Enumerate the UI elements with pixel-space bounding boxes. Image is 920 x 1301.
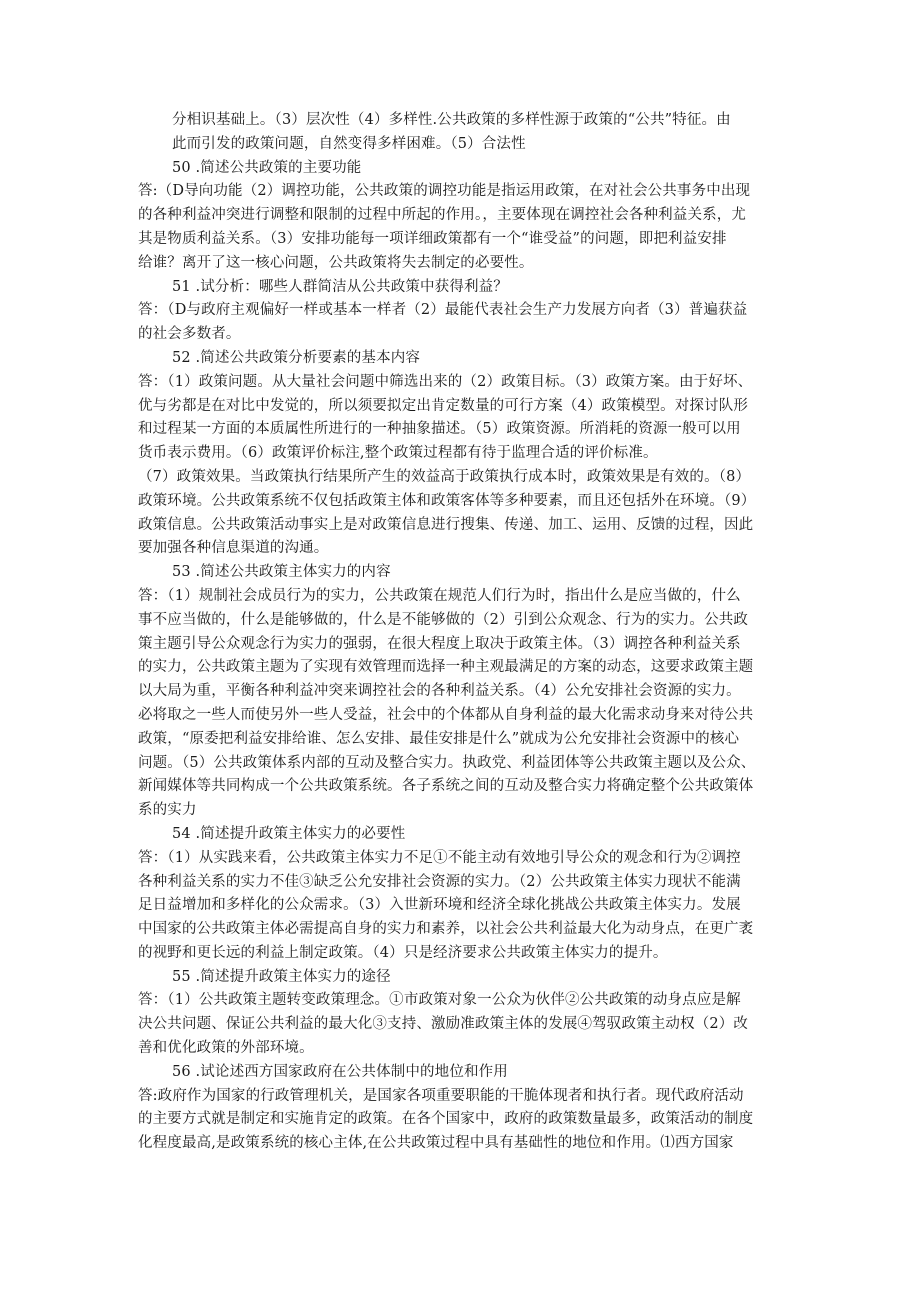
answer-line: 策主题引导公众观念行为实力的强弱，在很大程度上取决于政策主体。（3）调控各种利益关系 (138, 635, 741, 652)
answer-line: 足日益增加和多样化的公众需求。（3）入世新环境和经济全球化挑战公共政策主体实力。发展 (138, 897, 741, 914)
answer-line: （7）政策效果。当政策执行结果所产生的效益高于政策执行成本时，政策效果是有效的。（8） (138, 468, 751, 485)
answer-line: 优与劣都是在对比中发觉的，所以须要拟定出肯定数量的可行方案（4）政策模型。对探讨队形 (138, 397, 749, 414)
question-heading-53: 53 .简述公共政策主体实力的内容 (172, 564, 391, 581)
answer-line: 问题。（5）公共政策体系内部的互动及整合实力。执政党、利益团体等公共政策主题以及公众、 (138, 754, 756, 771)
text-line: 此而引发的政策问题，自然变得多样困难。（5）合法性 (172, 135, 526, 152)
answer-line: 各种利益关系的实力不佳③缺乏公允安排社会资源的实力。（2）公共政策主体实力现状不能满 (138, 873, 741, 890)
question-heading-50: 50 .简述公共政策的主要功能 (172, 159, 362, 176)
answer-line: 和过程某一方面的本质属性所进行的一种抽象描述。（5）政策资源。所消耗的资源一般可以用 (138, 421, 741, 438)
question-heading-54: 54 .简述提升政策主体实力的必要性 (172, 825, 406, 842)
answer-line: 善和优化政策的外部环境。 (138, 1040, 314, 1057)
document-page (138, 109, 788, 1156)
question-heading-52: 52 .简述公共政策分析要素的基本内容 (172, 349, 421, 366)
answer-line: 答：（1）公共政策主题转变政策理念。①市政策对象一公众为伙伴②公共政策的动身点应是解 (138, 992, 741, 1009)
answer-line: 化程度最高,是政策系统的核心主体,在公共政策过程中具有基础性的地位和作用。⑴西方国家 (138, 1135, 734, 1152)
answer-line: 答:政府作为国家的行政管理机关，是国家各项重要职能的干脆体现者和执行者。现代政府活动 (138, 1087, 744, 1104)
answer-line: 的各种利益冲突进行调整和限制的过程中所起的作用。，主要体现在调控社会各种利益关系，尤 (138, 207, 747, 224)
answer-line: 答：（1）从实践来看，公共政策主体实力不足①不能主动有效地引导公众的观念和行为②调控 (138, 849, 741, 866)
answer-line: 答：（D与政府主观偏好一样或基本一样者（2）最能代表社会生产力发展方向者（3）普遍获益 (138, 302, 748, 319)
answer-line: 要加强各种信息渠道的沟通。 (138, 540, 329, 557)
answer-line: 中国家的公共政策主体必需提高自身的实力和素养，以社会公共利益最大化为动身点，在更广袤 (138, 921, 754, 938)
answer-line: 其是物质利益关系。（3）安排功能每一项详细政策都有一个“谁受益”的问题，即把利益安排 (138, 230, 727, 247)
question-heading-56: 56 .试论述西方国家政府在公共体制中的地位和作用 (172, 1063, 508, 1080)
answer-line: 决公共问题、保证公共利益的最大化③支持、激励准政策主体的发展④驾驭政策主动权（2）改 (138, 1016, 749, 1033)
answer-line: 系的实力 (138, 802, 197, 819)
answer-line: 给谁？离开了这一核心问题，公共政策将失去制定的必要性。 (138, 254, 534, 271)
answer-line: 新闻媒体等共同构成一个公共政策系统。各子系统之间的互动及整合实力将确定整个公共政策体 (138, 778, 754, 795)
answer-line: 的主要方式就是制定和实施肯定的政策。在各个国家中，政府的政策数量最多，政策活动的制度 (138, 1111, 754, 1128)
answer-line: 的社会多数者。 (138, 326, 241, 343)
answer-line: 答：（1）政策问题。从大量社会问题中筛选出来的（2）政策目标。（3）政策方案。由于好坏、 (138, 373, 753, 390)
question-heading-51: 51 .试分析：哪些人群简洁从公共政策中获得利益？ (172, 278, 508, 295)
answer-line: 事不应当做的，什么是能够做的，什么是不能够做的（2）引到公众观念、行为的实力。公共政 (138, 611, 749, 628)
answer-line: 政策信息。公共政策活动事实上是对政策信息进行搜集、传递、加工、运用、反馈的过程，因此 (138, 516, 754, 533)
answer-line: 的实力，公共政策主题为了实现有效管理而选择一种主观最满足的方案的动态，这要求政策主题 (138, 659, 754, 676)
answer-line: 以大局为重，平衡各种利益冲突来调控社会的各种利益关系。（4）公允安排社会资源的实力。 (138, 683, 741, 700)
question-heading-55: 55 .简述提升政策主体实力的途径 (172, 968, 391, 985)
answer-line: 政策环境。公共政策系统不仅包括政策主体和政策客体等多种要素，而且还包括外在环境。（9） (138, 492, 756, 509)
answer-line: 政策，“原委把利益安排给谁、怎么安排、最佳安排是什么”就成为公允安排社会资源中的核心 (138, 730, 740, 747)
answer-line: 货币表示费用。（6）政策评价标注,整个政策过程都有待于监理合适的评价标准。 (138, 445, 658, 462)
answer-line: 答：（1）规制社会成员行为的实力，公共政策在规范人们行为时，指出什么是应当做的，什么 (138, 587, 741, 604)
answer-line: 必将取之一些人而使另外一些人受益，社会中的个体都从自身利益的最大化需求动身来对待公共 (138, 706, 754, 723)
answer-line: 答:（D导向功能（2）调控功能，公共政策的调控功能是指运用政策，在对社会公共事务中出现 (138, 183, 751, 200)
text-line: 分相识基础上。（3）层次性（4）多样性.公共政策的多样性源于政策的“公共”特征。由 (172, 112, 731, 128)
answer-line: 的视野和更长远的利益上制定政策。（4）只是经济要求公共政策主体实力的提升。 (138, 944, 668, 961)
